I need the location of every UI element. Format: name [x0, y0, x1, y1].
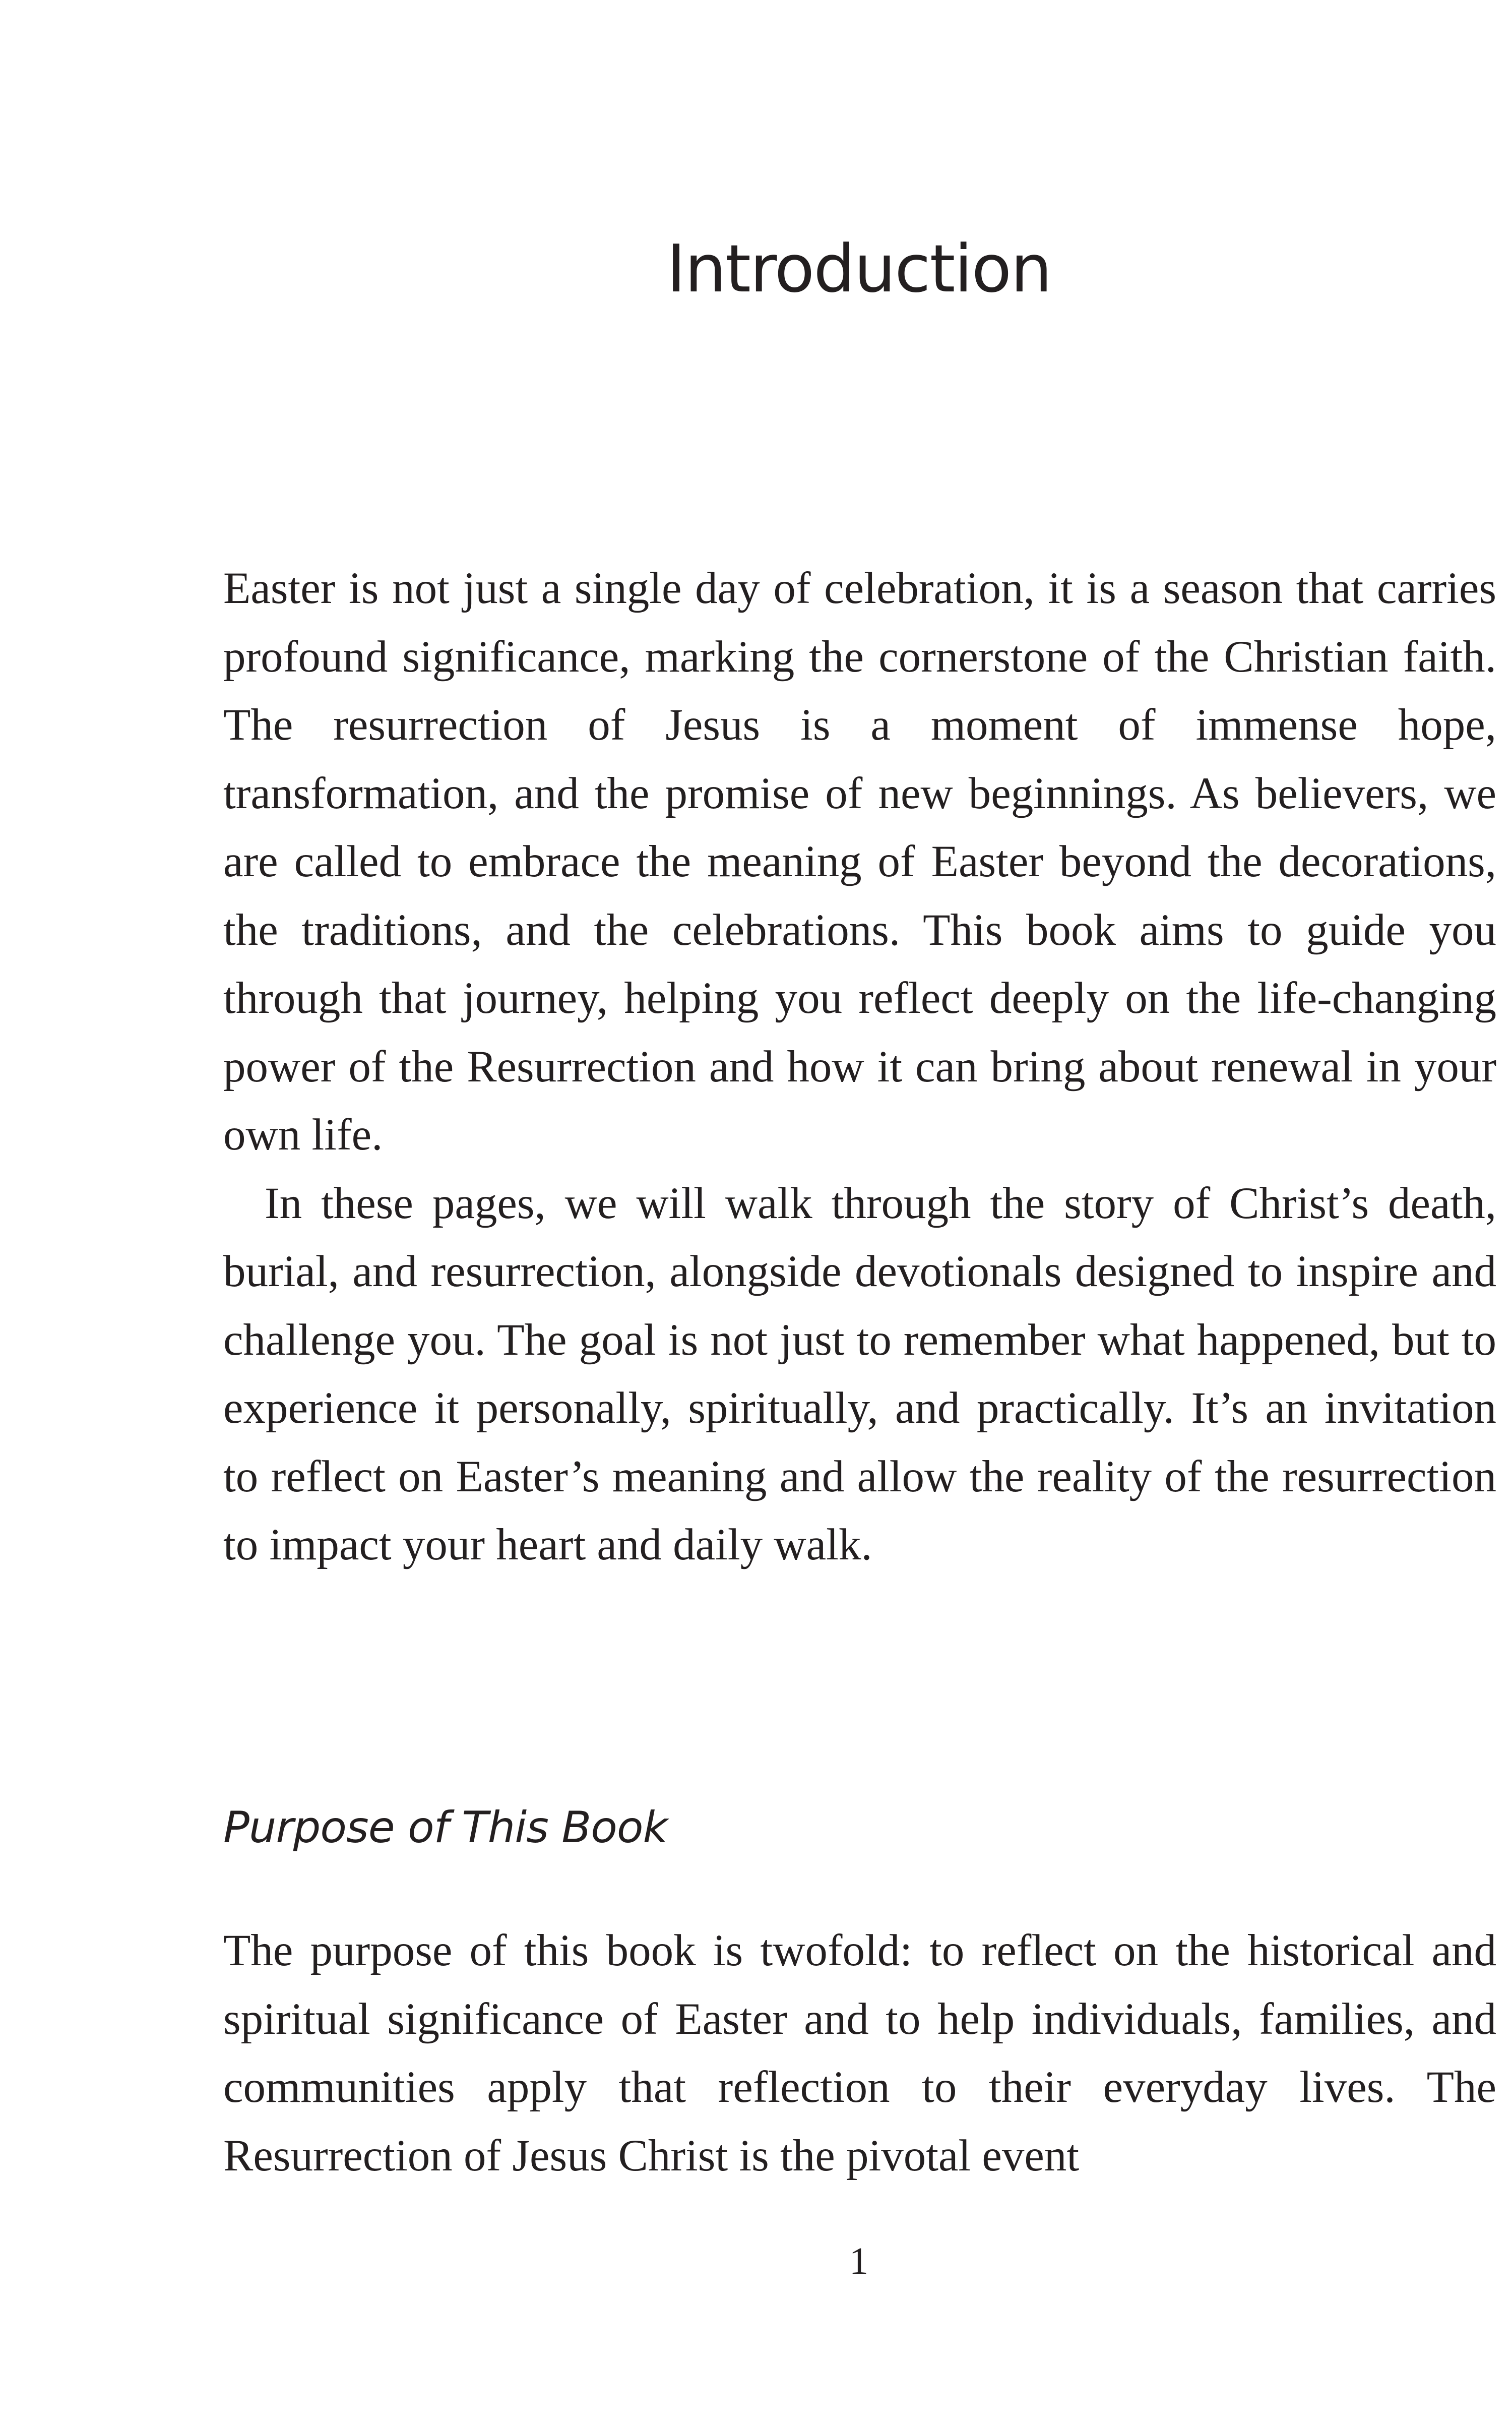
page-number: 1: [849, 2240, 868, 2282]
chapter-title: Introduction: [666, 230, 1051, 307]
intro-section: [223, 555, 1496, 1580]
section-heading-purpose: Purpose of This Book: [223, 1802, 668, 1853]
purpose-section: [223, 1917, 1496, 2190]
intro-paragraph-1: Easter is not just a single day of celebration, it is a season that carries profound significance, marking the cornerstone of the Christian faith. The resurrection of Jesus is a moment of immense hope, transformation, and the promise of new beginnings. As believers, we are called to embrace the meaning of Easter beyond the decorations, the traditions, and the celebrations. This book aims to guide you through that journey, helping you reflect deeply on the life-changing power of the Resurrection and how it can bring about renewal in your own life.: [223, 564, 1496, 1160]
intro-paragraph-2: In these pages, we will walk through the story of Christ’s death, burial, and resurrection, alongside devotionals designed to inspire and challenge you. The goal is not just to remember what happened, but to experience it personally, spiritually, and practically. It’s an invitation to reflect on Easter’s meaning and allow the reality of the resurrection to impact your heart and daily walk.: [223, 1178, 1496, 1569]
purpose-paragraph-1: The purpose of this book is twofold: to reflect on the historical and spiritual significance of Easter and to help individuals, families, and communities apply that reflection to their everyday lives. The Resurrection of Jesus Christ is the pivotal event: [223, 1926, 1496, 2181]
